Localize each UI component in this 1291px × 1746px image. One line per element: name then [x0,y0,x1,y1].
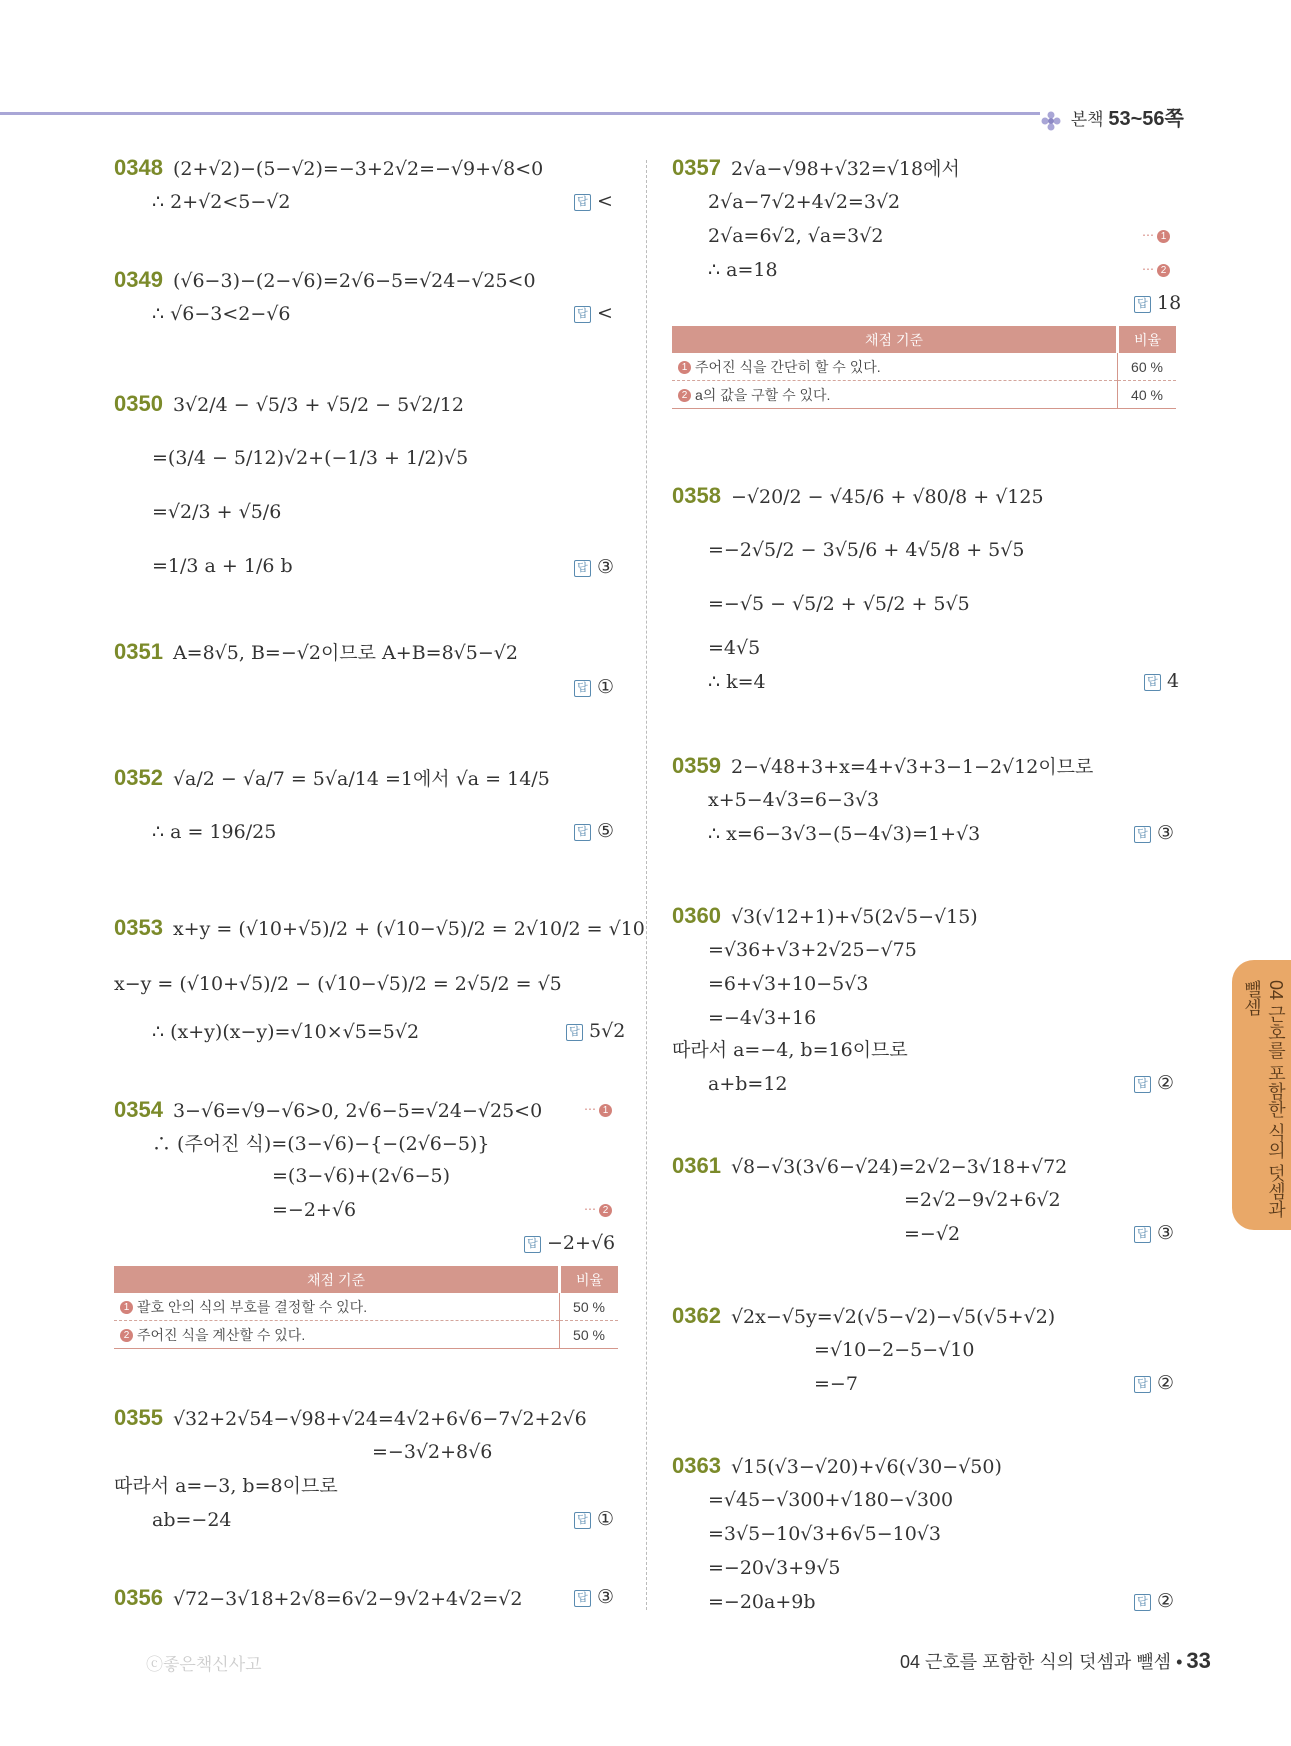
answer-value: ③ [597,1586,615,1608]
solution-line: 3√2/4 − √5/3 + √5/2 − 5√2/12 [172,394,464,416]
answer [1134,1072,1174,1094]
solution-line: =−2√5/2 − 3√5/6 + 4√5/8 + 5√5 [708,539,1025,561]
answer-value: ⑤ [597,820,615,842]
answer-icon: 답 [1134,1594,1151,1611]
solution-line: a+b=12 [708,1073,788,1095]
page-ref-range: 53~56쪽 [1108,108,1184,130]
answer-icon: 답 [1144,674,1161,691]
answer-value: ② [1157,1590,1175,1612]
solution-line: 2√a=6√2, √a=3√2 [708,225,884,247]
solution-line: x+y = (√10+√5)/2 + (√10−√5)/2 = 2√10/2 = √10 [172,918,645,940]
answer [566,1020,625,1042]
answer-icon: 답 [1134,1226,1151,1243]
answer [1134,1372,1174,1394]
answer-icon: 답 [574,1512,591,1529]
answer-value: 18 [1157,292,1182,314]
page-number: 33 [1186,1648,1211,1673]
answer-icon: 답 [574,680,591,697]
criteria-table [114,1266,618,1349]
page-reference [1040,102,1184,132]
solution-line: =−4√3+16 [708,1007,817,1029]
solution-line: √15(√3−√20)+√6(√30−√50) [730,1456,1002,1478]
problem-number: 0353 [114,915,163,940]
problem-number: 0350 [114,391,163,416]
problem-number: 0356 [114,1585,163,1610]
solution-line: =−2+√6 [272,1199,357,1221]
solution-line: 3−√6=√9−√6>0, 2√6−5=√24−√25<0 [172,1100,543,1122]
solution-line: ∴ k=4 [708,671,766,693]
answer [574,1586,614,1608]
copyright: ⓒ좋은책신사고 [146,1655,262,1674]
solution-line: −√20/2 − √45/6 + √80/8 + √125 [730,486,1044,508]
answer [574,1508,614,1530]
answer [1134,1222,1174,1244]
answer [574,302,613,324]
solution-line: x−y = (√10+√5)/2 − (√10−√5)/2 = 2√5/2 = √5 [114,973,562,995]
answer-value: ① [597,1508,615,1530]
solution-line: =−3√2+8√6 [372,1441,493,1463]
footer-chapter: 04 근호를 포함한 식의 덧셈과 뺄셈 • [900,1652,1183,1672]
solution-line: ∴ (주어진 식)=(3−√6)−{−(2√6−5)} [152,1133,490,1155]
solution-line: =√36+√3+2√25−√75 [708,939,917,961]
solution-line: =6+√3+10−5√3 [708,973,869,995]
solution-line: =(3/4 − 5/12)√2+(−1/3 + 1/2)√5 [152,447,469,469]
page-footer [900,1648,1211,1674]
criteria-head-item: 채점 기준 [114,1266,560,1293]
answer [1134,1590,1174,1612]
answer [574,556,614,578]
solution-line: =−√5 − √5/2 + √5/2 + 5√5 [708,593,970,615]
answer-value: ③ [1157,1222,1175,1244]
problem-number: 0358 [672,483,721,508]
criteria-row: 2 주어진 식을 계산할 수 있다. 50 % [114,1321,618,1349]
side-tab-label: 04 근호를 포함한 식의 덧셈과 뺄셈 [1242,980,1286,1219]
solution-line: 따라서 a=−4, b=16이므로 [672,1039,908,1061]
answer-icon: 답 [574,306,591,323]
criteria-head-item: 채점 기준 [672,326,1118,353]
problem-number: 0355 [114,1405,163,1430]
problem-number: 0361 [672,1153,721,1178]
problem-number: 0362 [672,1303,721,1328]
solution-line: ∴ √6−3<2−√6 [152,303,291,325]
solution-line: 2−√48+3+x=4+√3+3−1−2√12이므로 [730,756,1094,778]
solution-line: =√2/3 + √5/6 [152,501,282,523]
solution-line: ∴ 2+√2<5−√2 [152,191,291,213]
criteria-head-ratio: 비율 [1118,326,1177,353]
solution-line: (2+√2)−(5−√2)=−3+2√2=−√9+√8<0 [172,158,544,180]
answer-value: −2+√6 [547,1232,616,1254]
answer-icon: 답 [1134,826,1151,843]
problem-number: 0352 [114,765,163,790]
solution-line: 2√a−√98+√32=√18에서 [730,158,960,180]
header-rule [0,112,1040,115]
answer-value: ② [1157,1372,1175,1394]
answer-icon: 답 [1134,1076,1151,1093]
solution-line: √8−√3(3√6−√24)=2√2−3√18+√72 [730,1156,1068,1178]
solution-line: A=8√5, B=−√2이므로 A+B=8√5−√2 [172,642,518,664]
answer-icon: 답 [1134,1376,1151,1393]
answer [524,1232,615,1254]
problem-number: 0354 [114,1097,163,1122]
solution-line: =−20√3+9√5 [708,1557,841,1579]
criteria-row: 1 주어진 식을 간단히 할 수 있다. 60 % [672,353,1176,381]
answer-icon: 답 [574,824,591,841]
answer-value: 5√2 [589,1020,626,1042]
solution-line: √3(√12+1)+√5(2√5−√15) [730,906,978,928]
step-marker: ⋯ 1 [584,1102,612,1117]
chapter-side-tab [1232,960,1291,1230]
solution-line: √72−3√18+2√8=6√2−9√2+4√2=√2 [172,1588,523,1610]
answer-icon: 답 [566,1024,583,1041]
solution-line: x+5−4√3=6−3√3 [708,789,880,811]
problem-number: 0357 [672,155,721,180]
solution-line: ∴ a = 196/25 [152,821,277,843]
answer-icon: 답 [574,560,591,577]
answer-value: ③ [597,556,615,578]
criteria-row: 1 괄호 안의 식의 부호를 결정할 수 있다. 50 % [114,1293,618,1321]
solution-line: =−√2 [904,1223,961,1245]
flower-icon [1040,110,1062,132]
answer-icon: 답 [1134,296,1151,313]
solution-line: =1/3 a + 1/6 b [152,555,293,577]
answer [1134,292,1181,314]
problem-number: 0348 [114,155,163,180]
problem-number: 0351 [114,639,163,664]
criteria-table [672,326,1176,409]
problem-number: 0359 [672,753,721,778]
answer-value: ③ [1157,822,1175,844]
solution-line: √a/2 − √a/7 = 5√a/14 =1에서 √a = 14/5 [172,768,550,790]
answer [1144,670,1179,692]
solution-line: ∴ x=6−3√3−(5−4√3)=1+√3 [708,823,981,845]
step-marker: ⋯ 2 [1142,262,1170,277]
solution-line: ∴ a=18 [708,259,778,281]
answer-icon: 답 [574,1590,591,1607]
solution-line: =√10−2−5−√10 [814,1339,975,1361]
problem-number: 0349 [114,267,163,292]
solution-line: 따라서 a=−3, b=8이므로 [114,1475,338,1497]
answer [574,820,614,842]
solution-line: =3√5−10√3+6√5−10√3 [708,1523,941,1545]
answer [1134,822,1174,844]
column-divider [646,160,647,1610]
solution-line: 2√a−7√2+4√2=3√2 [708,191,901,213]
solution-line: =−7 [814,1373,858,1395]
solution-line: =4√5 [708,637,761,659]
answer-value: 4 [1167,670,1180,692]
step-marker: ⋯ 2 [584,1202,612,1217]
answer-icon: 답 [524,1236,541,1253]
answer-value: ① [597,676,615,698]
solution-line: ab=−24 [152,1509,232,1531]
solution-line: =√45−√300+√180−√300 [708,1489,954,1511]
answer [574,190,613,212]
solution-line: (√6−3)−(2−√6)=2√6−5=√24−√25<0 [172,270,536,292]
solution-line: ∴ (x+y)(x−y)=√10×√5=5√2 [152,1021,420,1043]
page-ref-label: 본책 [1070,110,1104,129]
answer-icon: 답 [574,194,591,211]
problem-number: 0360 [672,903,721,928]
answer-value: < [597,302,613,324]
solution-line: √2x−√5y=√2(√5−√2)−√5(√5+√2) [730,1306,1056,1328]
answer [574,676,614,698]
solution-line: =−20a+9b [708,1591,816,1613]
answer-value: ② [1157,1072,1175,1094]
solution-line: =2√2−9√2+6√2 [904,1189,1061,1211]
criteria-row: 2 a의 값을 구할 수 있다. 40 % [672,381,1176,409]
solution-line: =(3−√6)+(2√6−5) [272,1165,450,1187]
problem-number: 0363 [672,1453,721,1478]
answer-value: < [597,190,613,212]
criteria-head-ratio: 비율 [560,1266,619,1293]
step-marker: ⋯ 1 [1142,228,1170,243]
solution-line: √32+2√54−√98+√24=4√2+6√6−7√2+2√6 [172,1408,587,1430]
